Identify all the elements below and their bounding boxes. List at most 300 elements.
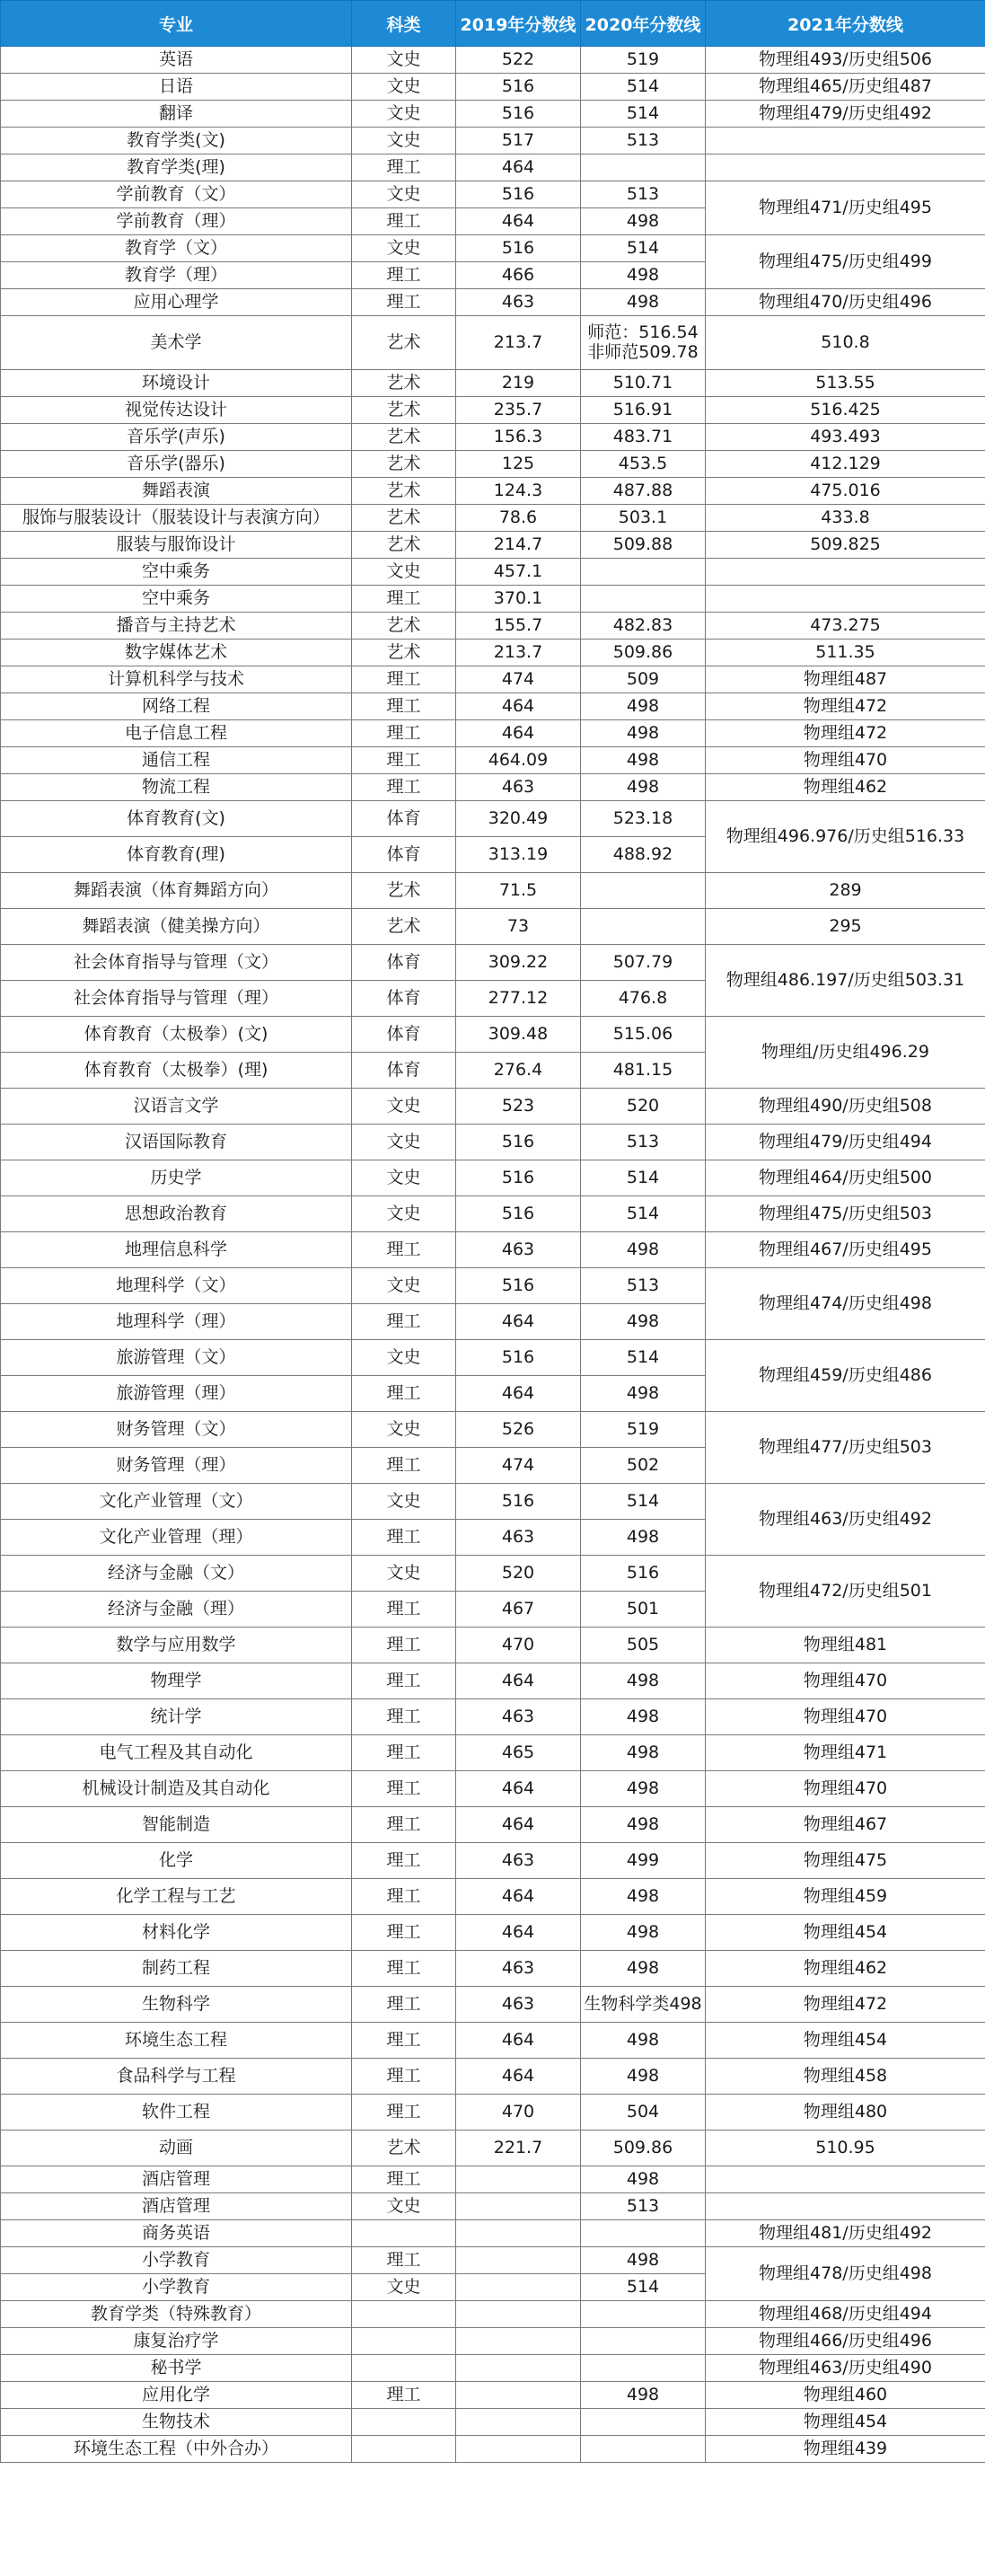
major-cell: 学前教育（理） — [1, 208, 352, 235]
major-cell: 食品科学与工程 — [1, 2059, 352, 2095]
category-cell: 理工 — [352, 1628, 456, 1663]
score-2021-cell: 510.8 — [706, 316, 985, 370]
score-2019-cell: 463 — [456, 1520, 581, 1556]
score-2020-cell: 509.86 — [581, 640, 706, 666]
score-2020-cell: 520 — [581, 1089, 706, 1125]
score-2021-cell: 493.493 — [706, 424, 985, 451]
score-2019-cell — [456, 2301, 581, 2328]
table-row — [1, 1125, 985, 1160]
category-cell: 文史 — [352, 559, 456, 586]
category-cell: 理工 — [352, 1735, 456, 1771]
score-2020-cell: 513 — [581, 2193, 706, 2220]
score-2019-cell: 219 — [456, 370, 581, 397]
score-2019-cell — [456, 2193, 581, 2220]
major-cell: 环境生态工程（中外合办） — [1, 2436, 352, 2463]
score-2020-cell: 498 — [581, 1376, 706, 1412]
major-cell: 体育教育(理) — [1, 837, 352, 873]
score-2019-cell: 464.09 — [456, 747, 581, 774]
category-cell: 文史 — [352, 1125, 456, 1160]
score-2021-cell: 510.95 — [706, 2130, 985, 2166]
score-2021-cell: 物理组454 — [706, 1915, 985, 1951]
score-2020-cell — [581, 2301, 706, 2328]
major-cell: 材料化学 — [1, 1915, 352, 1951]
score-2019-cell: 464 — [456, 1376, 581, 1412]
score-2021-cell: 物理组454 — [706, 2409, 985, 2436]
score-2019-cell: 474 — [456, 666, 581, 693]
category-cell: 艺术 — [352, 451, 456, 478]
score-2019-cell: 464 — [456, 1771, 581, 1807]
score-2019-cell: 463 — [456, 289, 581, 316]
score-2020-cell: 498 — [581, 1304, 706, 1340]
major-cell: 环境生态工程 — [1, 2023, 352, 2059]
category-cell: 艺术 — [352, 505, 456, 532]
score-2020-cell: 498 — [581, 1699, 706, 1735]
major-cell: 制药工程 — [1, 1951, 352, 1987]
category-cell: 文史 — [352, 101, 456, 128]
category-cell: 艺术 — [352, 397, 456, 424]
table-row — [1, 1232, 985, 1268]
major-cell: 美术学 — [1, 316, 352, 370]
table-row — [1, 2095, 985, 2130]
score-2019-cell: 124.3 — [456, 478, 581, 505]
major-cell: 翻译 — [1, 101, 352, 128]
score-2021-cell: 511.35 — [706, 640, 985, 666]
table-row — [1, 747, 985, 774]
score-2021-cell: 412.129 — [706, 451, 985, 478]
score-2020-non-normal: 非师范509.78 — [587, 341, 699, 362]
category-cell: 文史 — [352, 1340, 456, 1376]
score-2019-cell: 73 — [456, 909, 581, 945]
category-cell: 艺术 — [352, 613, 456, 640]
score-2019-cell — [456, 2436, 581, 2463]
category-cell: 理工 — [352, 154, 456, 181]
score-2019-cell: 463 — [456, 1699, 581, 1735]
score-2020-cell — [581, 909, 706, 945]
score-2020-cell: 498 — [581, 774, 706, 801]
score-2020-cell: 514 — [581, 2274, 706, 2301]
category-cell — [352, 2436, 456, 2463]
score-2020-cell — [581, 586, 706, 613]
score-2020-cell: 514 — [581, 1196, 706, 1232]
score-2021-cell — [706, 586, 985, 613]
score-2021-cell: 295 — [706, 909, 985, 945]
category-cell: 理工 — [352, 1448, 456, 1484]
table-row — [1, 47, 985, 74]
score-2020-cell: 501 — [581, 1592, 706, 1628]
major-cell: 视觉传达设计 — [1, 397, 352, 424]
score-2021-cell: 物理组460 — [706, 2382, 985, 2409]
score-2021-cell: 509.825 — [706, 532, 985, 559]
table-row — [1, 1735, 985, 1771]
score-2019-cell: 309.48 — [456, 1017, 581, 1053]
score-2019-cell: 156.3 — [456, 424, 581, 451]
major-cell: 通信工程 — [1, 747, 352, 774]
score-2021-cell: 物理组464/历史组500 — [706, 1160, 985, 1196]
major-cell: 智能制造 — [1, 1807, 352, 1843]
category-cell: 理工 — [352, 1232, 456, 1268]
major-cell: 体育教育（太极拳）(理) — [1, 1053, 352, 1089]
score-2019-cell: 516 — [456, 101, 581, 128]
score-2021-cell: 物理组468/历史组494 — [706, 2301, 985, 2328]
score-2020-cell: 498 — [581, 1771, 706, 1807]
category-cell: 文史 — [352, 74, 456, 101]
major-cell: 化学 — [1, 1843, 352, 1879]
category-cell: 体育 — [352, 1017, 456, 1053]
score-2019-cell — [456, 2328, 581, 2355]
major-cell: 体育教育(文) — [1, 801, 352, 837]
score-2020-cell: 498 — [581, 262, 706, 289]
score-2019-cell: 516 — [456, 1268, 581, 1304]
table-row — [1, 451, 985, 478]
major-cell: 舞蹈表演 — [1, 478, 352, 505]
score-2020-cell — [581, 559, 706, 586]
major-cell: 教育学类(文) — [1, 128, 352, 154]
table-row — [1, 505, 985, 532]
table-row — [1, 532, 985, 559]
score-2020-cell: 513 — [581, 181, 706, 208]
score-2020-cell: 509.88 — [581, 532, 706, 559]
score-2019-cell: 221.7 — [456, 2130, 581, 2166]
score-2021-cell: 物理组475/历史组499 — [706, 235, 985, 289]
score-2019-cell — [456, 2355, 581, 2382]
category-cell: 理工 — [352, 774, 456, 801]
score-2019-cell: 464 — [456, 1663, 581, 1699]
score-2020-cell: 483.71 — [581, 424, 706, 451]
score-2020-cell: 498 — [581, 1951, 706, 1987]
score-2020-cell: 498 — [581, 2166, 706, 2193]
category-cell: 文史 — [352, 1556, 456, 1592]
score-2020-cell: 498 — [581, 1663, 706, 1699]
score-2019-cell: 520 — [456, 1556, 581, 1592]
score-2019-cell: 235.7 — [456, 397, 581, 424]
category-cell: 文史 — [352, 1484, 456, 1520]
major-cell: 空中乘务 — [1, 586, 352, 613]
table-row — [1, 666, 985, 693]
table-row — [1, 1771, 985, 1807]
category-cell: 理工 — [352, 1376, 456, 1412]
score-2019-cell: 516 — [456, 74, 581, 101]
score-2021-cell: 物理组480 — [706, 2095, 985, 2130]
table-row — [1, 1987, 985, 2023]
score-2019-cell: 71.5 — [456, 873, 581, 909]
table-row — [1, 1807, 985, 1843]
table-row — [1, 1412, 985, 1448]
major-cell: 音乐学(器乐) — [1, 451, 352, 478]
major-cell: 地理科学（文） — [1, 1268, 352, 1304]
table-row — [1, 2409, 985, 2436]
category-cell — [352, 2355, 456, 2382]
major-cell: 服饰与服装设计（服装设计与表演方向） — [1, 505, 352, 532]
major-cell: 小学教育 — [1, 2274, 352, 2301]
score-2020-cell — [581, 2355, 706, 2382]
table-row — [1, 801, 985, 837]
score-2021-cell — [706, 559, 985, 586]
score-2019-cell: 214.7 — [456, 532, 581, 559]
score-2020-cell: 505 — [581, 1628, 706, 1663]
score-2019-cell: 463 — [456, 1951, 581, 1987]
score-2020-cell: 509 — [581, 666, 706, 693]
table-row — [1, 2436, 985, 2463]
score-2020-cell: 498 — [581, 1520, 706, 1556]
category-cell: 理工 — [352, 262, 456, 289]
score-2019-cell: 516 — [456, 1340, 581, 1376]
category-cell: 理工 — [352, 1879, 456, 1915]
score-2020-cell — [581, 2220, 706, 2247]
category-cell: 理工 — [352, 1771, 456, 1807]
major-cell: 教育学（理） — [1, 262, 352, 289]
major-cell: 舞蹈表演（健美操方向） — [1, 909, 352, 945]
score-2020-cell: 509.86 — [581, 2130, 706, 2166]
score-2020-cell — [581, 873, 706, 909]
header-2021: 2021年分数线 — [706, 1, 985, 47]
category-cell: 理工 — [352, 1663, 456, 1699]
category-cell: 体育 — [352, 801, 456, 837]
table-row — [1, 370, 985, 397]
score-2020-cell: 516.91 — [581, 397, 706, 424]
major-cell: 地理信息科学 — [1, 1232, 352, 1268]
table-row — [1, 316, 985, 370]
category-cell: 体育 — [352, 981, 456, 1017]
major-cell: 日语 — [1, 74, 352, 101]
category-cell: 理工 — [352, 2095, 456, 2130]
score-2019-cell: 463 — [456, 1843, 581, 1879]
score-2021-cell: 物理组496.976/历史组516.33 — [706, 801, 985, 873]
score-2021-cell: 物理组479/历史组492 — [706, 101, 985, 128]
score-2021-cell: 513.55 — [706, 370, 985, 397]
category-cell: 体育 — [352, 945, 456, 981]
score-2020-cell: 生物科学类498 — [581, 1987, 706, 2023]
category-cell: 艺术 — [352, 909, 456, 945]
category-cell — [352, 2409, 456, 2436]
table-row — [1, 559, 985, 586]
major-cell: 生物科学 — [1, 1987, 352, 2023]
category-cell: 文史 — [352, 1412, 456, 1448]
score-2019-cell: 464 — [456, 2059, 581, 2095]
score-2021-cell: 物理组470 — [706, 747, 985, 774]
major-cell: 软件工程 — [1, 2095, 352, 2130]
major-cell: 秘书学 — [1, 2355, 352, 2382]
table-row — [1, 873, 985, 909]
score-2019-cell: 523 — [456, 1089, 581, 1125]
score-2020-normal: 师范：516.54 — [587, 322, 699, 342]
table-row — [1, 2247, 985, 2274]
score-2019-cell: 464 — [456, 1807, 581, 1843]
category-cell: 文史 — [352, 235, 456, 262]
category-cell: 理工 — [352, 2023, 456, 2059]
score-2020-cell: 516 — [581, 1556, 706, 1592]
score-2019-cell: 213.7 — [456, 316, 581, 370]
score-2019-cell: 522 — [456, 47, 581, 74]
score-2021-cell: 物理组470 — [706, 1663, 985, 1699]
score-2021-cell: 物理组486.197/历史组503.31 — [706, 945, 985, 1017]
table-row — [1, 397, 985, 424]
score-2020-cell: 481.15 — [581, 1053, 706, 1089]
category-cell: 理工 — [352, 2247, 456, 2274]
category-cell: 理工 — [352, 208, 456, 235]
score-2019-cell: 464 — [456, 154, 581, 181]
score-2020-cell — [581, 2409, 706, 2436]
table-row — [1, 1628, 985, 1663]
score-2020-cell: 498 — [581, 1232, 706, 1268]
score-2020-cell: 498 — [581, 289, 706, 316]
score-2019-cell: 463 — [456, 1987, 581, 2023]
category-cell: 理工 — [352, 1915, 456, 1951]
major-cell: 化学工程与工艺 — [1, 1879, 352, 1915]
category-cell: 理工 — [352, 2166, 456, 2193]
category-cell: 理工 — [352, 693, 456, 720]
score-2021-cell: 物理组487 — [706, 666, 985, 693]
category-cell: 文史 — [352, 181, 456, 208]
category-cell: 理工 — [352, 2382, 456, 2409]
score-2019-cell: 277.12 — [456, 981, 581, 1017]
score-2019-cell: 463 — [456, 774, 581, 801]
category-cell: 理工 — [352, 1520, 456, 1556]
score-2021-cell: 物理组466/历史组496 — [706, 2328, 985, 2355]
table-row — [1, 945, 985, 981]
major-cell: 汉语言文学 — [1, 1089, 352, 1125]
score-2020-cell — [581, 2328, 706, 2355]
score-2019-cell — [456, 2166, 581, 2193]
score-2020-cell: 502 — [581, 1448, 706, 1484]
major-cell: 计算机科学与技术 — [1, 666, 352, 693]
score-2019-cell: 370.1 — [456, 586, 581, 613]
category-cell: 理工 — [352, 1951, 456, 1987]
score-2019-cell: 464 — [456, 720, 581, 747]
major-cell: 播音与主持艺术 — [1, 613, 352, 640]
score-2020-cell: 498 — [581, 747, 706, 774]
major-cell: 应用心理学 — [1, 289, 352, 316]
table-row — [1, 2193, 985, 2220]
score-2019-cell: 125 — [456, 451, 581, 478]
score-2021-cell: 物理组/历史组496.29 — [706, 1017, 985, 1089]
score-2020-cell: 482.83 — [581, 613, 706, 640]
score-2019-cell: 313.19 — [456, 837, 581, 873]
score-2021-cell: 物理组475 — [706, 1843, 985, 1879]
score-2019-cell: 464 — [456, 2023, 581, 2059]
major-cell: 旅游管理（理） — [1, 1376, 352, 1412]
table-row — [1, 128, 985, 154]
score-2021-cell: 物理组465/历史组487 — [706, 74, 985, 101]
score-2021-cell: 物理组454 — [706, 2023, 985, 2059]
major-cell: 小学教育 — [1, 2247, 352, 2274]
score-2021-cell: 物理组472 — [706, 693, 985, 720]
major-cell: 文化产业管理（文） — [1, 1484, 352, 1520]
score-2021-cell: 物理组459 — [706, 1879, 985, 1915]
score-2021-cell — [706, 128, 985, 154]
table-row — [1, 1196, 985, 1232]
score-2019-cell: 466 — [456, 262, 581, 289]
table-row — [1, 101, 985, 128]
category-cell: 文史 — [352, 2193, 456, 2220]
score-2021-cell: 物理组467 — [706, 1807, 985, 1843]
category-cell: 理工 — [352, 747, 456, 774]
score-2021-cell: 物理组470 — [706, 1771, 985, 1807]
category-cell: 理工 — [352, 289, 456, 316]
major-cell: 财务管理（理） — [1, 1448, 352, 1484]
category-cell: 理工 — [352, 2059, 456, 2095]
header-major: 专业 — [1, 1, 352, 47]
score-2021-cell: 物理组462 — [706, 774, 985, 801]
major-cell: 动画 — [1, 2130, 352, 2166]
category-cell: 艺术 — [352, 424, 456, 451]
score-2021-cell: 物理组471 — [706, 1735, 985, 1771]
major-cell: 服装与服饰设计 — [1, 532, 352, 559]
table-row — [1, 1843, 985, 1879]
score-2020-cell: 523.18 — [581, 801, 706, 837]
category-cell: 艺术 — [352, 532, 456, 559]
table-row — [1, 2328, 985, 2355]
score-2019-cell: 464 — [456, 1304, 581, 1340]
table-row — [1, 586, 985, 613]
category-cell: 理工 — [352, 1987, 456, 2023]
score-2020-cell: 504 — [581, 2095, 706, 2130]
major-cell: 机械设计制造及其自动化 — [1, 1771, 352, 1807]
score-2021-cell — [706, 2166, 985, 2193]
category-cell: 理工 — [352, 720, 456, 747]
category-cell: 理工 — [352, 1843, 456, 1879]
category-cell: 文史 — [352, 1160, 456, 1196]
category-cell: 艺术 — [352, 640, 456, 666]
table-row — [1, 181, 985, 208]
major-cell: 体育教育（太极拳）(文) — [1, 1017, 352, 1053]
table-row — [1, 478, 985, 505]
score-2020-cell: 503.1 — [581, 505, 706, 532]
score-2020-cell: 498 — [581, 1735, 706, 1771]
score-2019-cell: 516 — [456, 1196, 581, 1232]
score-2019-cell: 516 — [456, 235, 581, 262]
score-2019-cell: 516 — [456, 181, 581, 208]
score-2020-cell: 498 — [581, 1879, 706, 1915]
table-row — [1, 2355, 985, 2382]
score-2019-cell: 464 — [456, 1879, 581, 1915]
table-row — [1, 1340, 985, 1376]
table-row — [1, 2059, 985, 2095]
score-2021-cell: 物理组479/历史组494 — [706, 1125, 985, 1160]
major-cell: 物理学 — [1, 1663, 352, 1699]
table-row — [1, 2301, 985, 2328]
score-2019-cell: 155.7 — [456, 613, 581, 640]
score-2020-cell: 514 — [581, 235, 706, 262]
table-row — [1, 1268, 985, 1304]
table-row — [1, 1160, 985, 1196]
category-cell: 艺术 — [352, 370, 456, 397]
score-2020-cell: 515.06 — [581, 1017, 706, 1053]
score-2021-cell: 物理组474/历史组498 — [706, 1268, 985, 1340]
table-row — [1, 1017, 985, 1053]
major-cell: 社会体育指导与管理（文） — [1, 945, 352, 981]
table-row — [1, 1699, 985, 1735]
score-2021-cell: 物理组459/历史组486 — [706, 1340, 985, 1412]
category-cell: 理工 — [352, 586, 456, 613]
category-cell: 理工 — [352, 1807, 456, 1843]
score-2020-cell: 514 — [581, 74, 706, 101]
score-2020-cell: 499 — [581, 1843, 706, 1879]
score-2020-cell: 519 — [581, 1412, 706, 1448]
score-2019-cell — [456, 2409, 581, 2436]
score-2021-cell: 物理组471/历史组495 — [706, 181, 985, 235]
score-2020-cell: 498 — [581, 2059, 706, 2095]
table-row — [1, 613, 985, 640]
category-cell: 艺术 — [352, 2130, 456, 2166]
major-cell: 社会体育指导与管理（理） — [1, 981, 352, 1017]
major-cell: 音乐学(声乐) — [1, 424, 352, 451]
category-cell: 文史 — [352, 128, 456, 154]
score-2020-cell: 514 — [581, 1160, 706, 1196]
major-cell: 汉语国际教育 — [1, 1125, 352, 1160]
major-cell: 电子信息工程 — [1, 720, 352, 747]
table-row — [1, 2220, 985, 2247]
score-2021-cell: 物理组490/历史组508 — [706, 1089, 985, 1125]
